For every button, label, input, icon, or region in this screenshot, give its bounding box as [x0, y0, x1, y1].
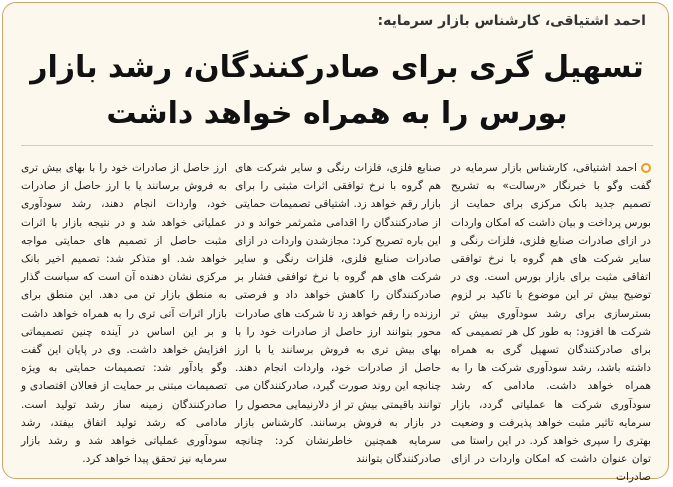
article-column-2	[235, 159, 441, 469]
article-kicker: احمد اشتیاقی، کارشناس بازار سرمایه:	[377, 13, 646, 29]
article-headline: تسهیل گری برای صادرکنندگان، رشد بازار بورس را به همراه خواهد داشت	[30, 50, 644, 131]
article-column-3	[21, 159, 227, 469]
article-column-1	[451, 159, 651, 484]
column-3-text: ارز حاصل از صادرات خود را با بهای بیش تری به فروش برسانند یا با ارز حاصل از صادرات خود، واردات انجام دهند، رشد سودآوری عملیاتی خواهد شد و در نتیجه بازار با اثرات مثبت حاصل از تصمیم های حمایتی مواجه خواهد شد. او متذکر شد: تصمیم اخیر بانک مرکزی نشان دهنده آن است که سیاست گذار به منطق بازار تن می دهد. این منطق برای بازار اثرات آتی تری را به همراه خواهد داشت و بر این اساس در آینده چنین تصمیماتی افزایش خواهد داشت. وی در پایان این گفت وگو یادآور شد: تصمیمات حمایتی به ویژه تصمیمات مبتنی بر حمایت از فعالان اقتصادی و صادرکنندگان زمینه ساز رشد تولید است. مادامی که رشد تولید اتفاق بیفتد، رشد سودآوری عملیاتی خواهد شد و رشد بازار سرمایه نیز تحقق پیدا خواهد کرد.	[21, 162, 227, 466]
column-2-text: صنایع فلزی، فلزات رنگی و سایر شرکت های هم گروه با نرخ توافقی اثرات مثبتی را برای بازار رقم خواهد زد. اشتیاقی تصمیمات حمایتی از صادرکنندگان را اقدامی مثمرثمر خواند و در این باره تصریح کرد: مجازشدن واردات در ازای صادرات صنایع فلزی، فلزات رنگی و سایر شرکت های هم گروه با نرخ توافقی فشار بر صادرکنندگان را کاهش خواهد داد و فرصتی ارزنده را رقم خواهد زد تا شرکت های صادرات محور بتوانند ارز حاصل از صادرات خود را با بهای بیش تری به فروش برسانند یا با ارز حاصل از صادرات خود، واردات انجام دهند. چنانچه این روند صورت گیرد، صادرکنندگان می توانند باقیمتی بیش تر از دلارنیمایی محصول را در بازار به فروش برسانند. کارشناس بازار سرمایه همچنین خاطرنشان کرد: چنانچه صادرکنندگان بتوانند	[235, 162, 441, 466]
column-1-text: احمد اشتیاقی، کارشناس بازار سرمایه در گفت وگو با خبرنگار «رسالت» به تشریح تصمیم جدید بانک مرکزی برای حمایت از بورس پرداخت و بیان داشت که امکان واردات در ازای صادرات صنایع فلزی، فلزات رنگی و سایر شرکت های هم گروه با نرخ توافقی اتفاقی مثبت برای بازار بورس است. وی در توضیح بیش تر این موضوع با تاکید بر لزوم بسترسازی برای رشد سودآوری بیش تر شرکت ها افزود: به طور کل هر تصمیمی که برای صادرکنندگان تسهیل گری به همراه داشته باشد، رشد سودآوری شرکت ها را به همراه خواهد داشت. مادامی که رشد سودآوری شرکت ها عملیاتی گردد، بازار سرمایه تاثیر مثبت خواهد پذیرفت و وضعیت بهتری را سپری خواهد کرد. در این راستا می توان عنوان داشت که امکان واردات در ازای صادرات	[451, 162, 651, 484]
headline-divider	[21, 145, 653, 146]
bullet-circle-icon	[641, 163, 651, 173]
article-frame	[2, 2, 669, 484]
